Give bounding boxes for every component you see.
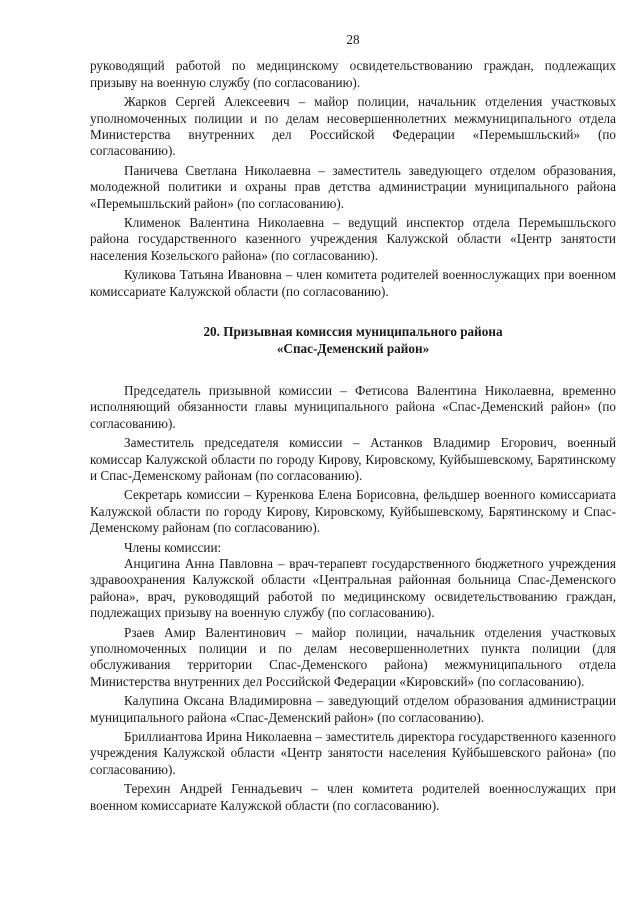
page-number: 28	[346, 32, 360, 47]
section-heading-line-2: «Спас-Деменский район»	[276, 340, 430, 356]
paragraph-member: Клименок Валентина Николаевна – ведущий инспектор отдела Перемышльского района государственного казенного учреждения Калужской области «Центр занятости населения Козельского района» (по согласованию).	[90, 215, 616, 263]
paragraph-chairman: Председатель призывной комиссии – Фетисова Валентина Николаевна, временно исполняющий обязанности главы муниципального района «Спас-Деменский район» (по согласованию).	[90, 382, 616, 431]
paragraph-member: Бриллиантова Ирина Николаевна – заместитель директора государственного казенного учреждения Калужской области «Центр занятости населения Куйбышевского района» (по согласованию).	[90, 729, 616, 777]
paragraph-members-heading: Члены комиссии:	[124, 539, 222, 555]
paragraph-continuation: руководящий работой по медицинскому освидетельствованию граждан, подлежащих призыву на военную службу (по согласованию).	[90, 58, 616, 90]
paragraph-member: Анцигина Анна Павловна – врач-терапевт государственного бюджетного учреждения здравоохранения Калужской области «Центральная районная больница Спас-Деменского района», врач, руководящий работой по медицинскому освидетельствованию граждан, подлежащих призыву на военную службу (по согласованию).	[90, 555, 616, 621]
paragraph-member: Калупина Оксана Владимировна – заведующий отделом образования администрации муниципального района «Спас-Деменский район» (по согласованию).	[90, 693, 616, 725]
paragraph-member: Куликова Татьяна Ивановна – член комитета родителей военнослужащих при военном комиссариате Калужской области (по согласованию).	[90, 267, 616, 299]
section-heading	[90, 324, 616, 357]
paragraph-deputy: Заместитель председателя комиссии – Астанков Владимир Егорович, военный комиссар Калужской области по городу Кирову, Кировскому, Куйбышевскому, Барятинскому и Спас-Деменскому районам (по согласованию).	[90, 435, 616, 483]
paragraph-member: Терехин Андрей Геннадьевич – член комитета родителей военнослужащих при военном комиссариате Калужской области (по согласованию).	[90, 781, 616, 813]
paragraph-member: Паничева Светлана Николаевна – заместитель заведующего отделом образования, молодежной политики и охраны прав детства администрации муниципального района «Перемышльский район» (по согласованию).	[90, 162, 616, 211]
paragraph-member: Жарков Сергей Алексеевич – майор полиции, начальник отделения участковых уполномоченных полиции и по делам несовершеннолетних межмуниципального отдела Министерства внутренних дел Российской Федерации «Перемышльский» (по согласованию).	[90, 94, 616, 159]
paragraph-secretary: Секретарь комиссии – Куренкова Елена Борисовна, фельдшер военного комиссариата Калужской области по городу Кирову, Кировскому, Куйбышевскому, Барятинскому и Спас-Деменскому районам (по согласованию).	[90, 487, 616, 536]
paragraph-member: Рзаев Амир Валентинович – майор полиции, начальник отделения участковых уполномоченных полиции и по делам несовершеннолетних пункта полиции (для обслуживания территории Спас-Деменского района) межмуниципального отдела Министерства внутренних дел Российской Федерации «Кировский» (по согласованию).	[90, 624, 616, 689]
section-heading-line-1: 20. Призывная комиссия муниципального района	[203, 324, 503, 340]
